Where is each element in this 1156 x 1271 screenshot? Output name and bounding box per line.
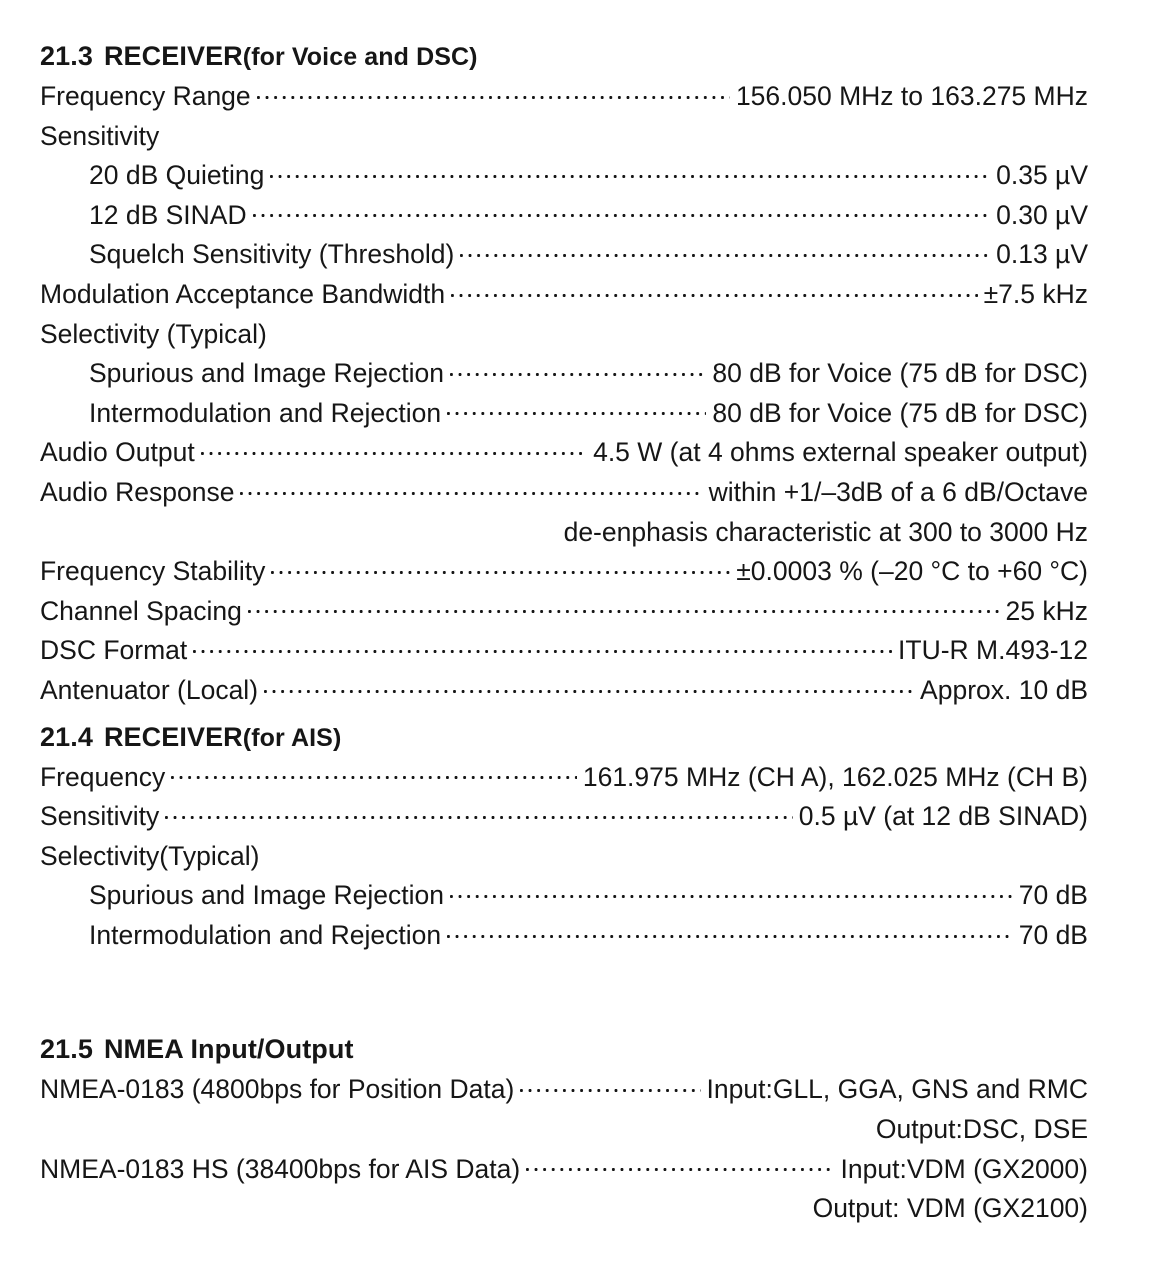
section-heading-21-4 <box>40 717 1088 758</box>
spec-label: Modulation Acceptance Bandwidth <box>40 278 446 309</box>
spec-row <box>40 797 1088 837</box>
dot-leader <box>201 435 587 462</box>
spec-row <box>40 315 1088 355</box>
spec-value: within +1/–3dB of a 6 dB/Octave <box>708 476 1088 507</box>
section-title: RECEIVER <box>103 41 243 71</box>
section-spacer <box>40 955 1088 1029</box>
dot-leader <box>447 395 706 422</box>
spec-label: 12 dB SINAD <box>89 199 247 230</box>
spec-value: 4.5 W (at 4 ohms external speaker output) <box>593 437 1088 468</box>
spec-label: NMEA-0183 HS (38400bps for AIS Data) <box>40 1153 521 1184</box>
spec-value: Approx. 10 dB <box>920 674 1088 705</box>
spec-row <box>40 354 1088 394</box>
spec-value: 0.5 µV (at 12 dB SINAD) <box>798 801 1088 832</box>
section-title-paren: (for AIS) <box>242 723 342 752</box>
dot-leader <box>526 1151 834 1178</box>
dot-leader <box>264 672 914 699</box>
spec-row <box>40 77 1088 117</box>
spec-row <box>40 671 1088 711</box>
spec-value: 25 kHz <box>1005 595 1088 626</box>
spec-value: 0.13 µV <box>996 239 1088 270</box>
spec-row <box>40 837 1088 877</box>
spec-value: 0.35 µV <box>996 160 1088 191</box>
spec-value: Output: VDM (GX2100) <box>812 1193 1088 1224</box>
spec-row <box>40 394 1088 434</box>
spec-row <box>40 196 1088 236</box>
spec-label: Squelch Sensitivity (Threshold) <box>89 239 455 270</box>
dot-leader <box>451 276 977 303</box>
section-heading-21-5 <box>40 1029 1088 1070</box>
spec-row <box>40 433 1088 473</box>
spec-value: 156.050 MHz to 163.275 MHz <box>735 81 1088 111</box>
dot-leader <box>257 79 730 106</box>
spec-label: DSC Format <box>40 635 188 666</box>
dot-leader <box>271 554 730 581</box>
dot-leader <box>253 197 991 224</box>
spec-label: Sensitivity <box>40 120 160 151</box>
spec-row <box>40 916 1088 956</box>
dot-leader <box>520 1072 700 1099</box>
spec-label: Frequency <box>40 761 166 792</box>
spec-value: Input:VDM (GX2000) <box>840 1153 1088 1184</box>
spec-label: Selectivity(Typical) <box>40 840 260 871</box>
dot-leader <box>193 633 892 660</box>
spec-value: 80 dB for Voice (75 dB for DSC) <box>712 397 1088 428</box>
spec-label: Audio Output <box>40 437 195 468</box>
spec-label: Frequency Stability <box>40 556 266 587</box>
spec-value: Output:DSC, DSE <box>875 1114 1088 1145</box>
spec-label: Selectivity (Typical) <box>40 318 267 349</box>
section-title-paren: (for Voice and DSC) <box>242 43 478 71</box>
spec-label: NMEA-0183 (4800bps for Position Data) <box>40 1074 515 1105</box>
specification-content <box>40 36 1088 1229</box>
spec-row <box>40 235 1088 275</box>
section-title: RECEIVER <box>103 721 243 752</box>
dot-leader <box>270 158 990 185</box>
spec-label: Intermodulation and Rejection <box>89 397 442 428</box>
spec-value: ±0.0003 % (–20 °C to +60 °C) <box>736 556 1088 587</box>
spec-row <box>40 631 1088 671</box>
spec-value: 80 dB for Voice (75 dB for DSC) <box>712 358 1088 389</box>
spec-label: Spurious and Image Rejection <box>89 358 445 389</box>
spec-value: de-enphasis characteristic at 300 to 3000 Hz <box>563 516 1088 547</box>
spec-row <box>40 592 1088 632</box>
spec-row-continuation <box>40 1189 1088 1229</box>
spec-row <box>40 473 1088 513</box>
spec-label: Frequency Range <box>40 81 251 111</box>
spec-label: Sensitivity <box>40 801 160 832</box>
spec-value: 161.975 MHz (CH A), 162.025 MHz (CH B) <box>582 761 1088 792</box>
spec-row <box>40 275 1088 315</box>
spec-row-continuation <box>40 513 1088 553</box>
spec-label: Spurious and Image Rejection <box>89 880 445 911</box>
spec-label: 20 dB Quieting <box>89 160 265 191</box>
dot-leader <box>447 917 1013 944</box>
spec-value: Input:GLL, GGA, GNS and RMC <box>706 1074 1088 1105</box>
spec-label: Antenuator (Local) <box>40 674 259 705</box>
spec-row <box>40 156 1088 196</box>
spec-row <box>40 552 1088 592</box>
section-number: 21.3 <box>40 41 93 71</box>
spec-row <box>40 117 1088 157</box>
spec-row <box>40 758 1088 798</box>
spec-row <box>40 1150 1088 1190</box>
spec-label: Audio Response <box>40 476 235 507</box>
section-number: 21.4 <box>40 721 93 752</box>
spec-value: ±7.5 kHz <box>983 278 1088 309</box>
spec-value: 70 dB <box>1018 919 1088 950</box>
dot-leader <box>460 237 990 264</box>
dot-leader <box>450 356 706 383</box>
section-title: NMEA Input/Output <box>103 1034 354 1065</box>
spec-row <box>40 876 1088 916</box>
spec-row <box>40 1070 1088 1110</box>
spec-label: Channel Spacing <box>40 595 242 626</box>
dot-leader <box>171 759 577 786</box>
dot-leader <box>165 799 792 826</box>
section-heading-21-3 <box>40 36 1088 77</box>
dot-leader <box>240 474 702 501</box>
spec-row-continuation <box>40 1110 1088 1150</box>
dot-leader <box>450 878 1013 905</box>
section-number: 21.5 <box>40 1034 93 1065</box>
spec-value: 0.30 µV <box>996 199 1088 230</box>
dot-leader <box>248 593 1000 620</box>
spec-value: 70 dB <box>1018 880 1088 911</box>
spec-label: Intermodulation and Rejection <box>89 919 442 950</box>
spec-value: ITU-R M.493-12 <box>898 635 1088 666</box>
